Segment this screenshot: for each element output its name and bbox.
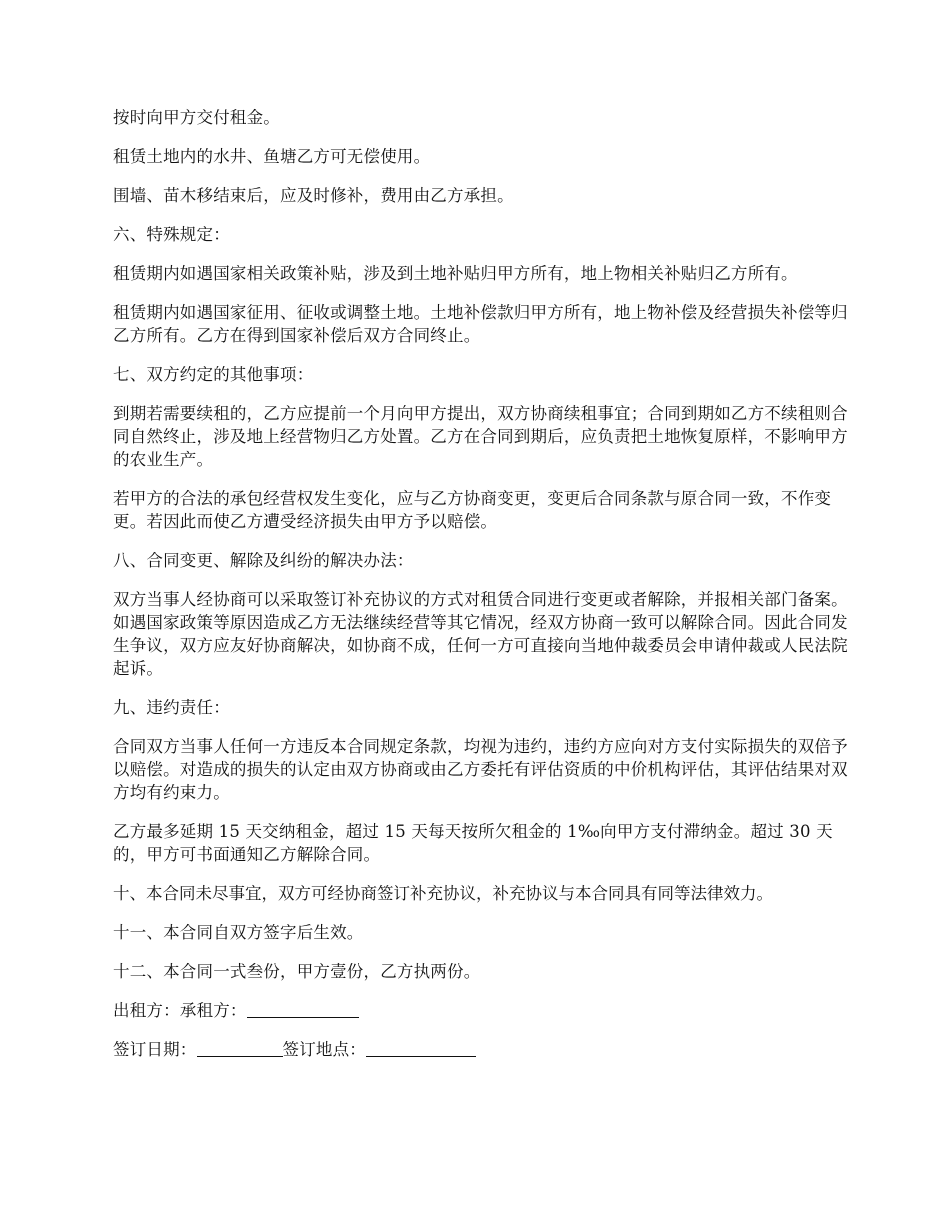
section-heading: 十、本合同未尽事宜，双方可经协商签订补充协议，补充协议与本合同具有同等法律效力。 <box>113 884 773 903</box>
section-heading: 七、双方约定的其他事项： <box>113 365 314 384</box>
paragraph: 租赁期内如遇国家征用、征收或调整土地。土地补偿款归甲方所有，地上物补偿及经营损失补偿等归乙方所有。乙方在得到国家补偿后双方合同终止。 <box>113 303 848 345</box>
section-heading: 八、合同变更、解除及纠纷的解决办法： <box>113 551 414 570</box>
section-heading: 六、特殊规定： <box>113 225 230 244</box>
signature-line-date-place <box>113 1038 853 1061</box>
section-heading: 十一、本合同自双方签字后生效。 <box>113 923 364 942</box>
signature-line-parties <box>113 999 853 1022</box>
lessee-label: 承租方： <box>179 1001 247 1020</box>
paragraph: 租赁期内如遇国家相关政策补贴，涉及到土地补贴归甲方所有，地上物相关补贴归乙方所有。 <box>113 264 798 283</box>
document-page <box>113 106 853 1077</box>
lessor-label: 出租方： <box>113 1001 180 1020</box>
section-heading: 十二、本合同一式叁份，甲方壹份，乙方执两份。 <box>113 962 481 981</box>
place-label: 签订地点： <box>282 1040 366 1059</box>
lessee-signature-blank[interactable] <box>247 1001 359 1018</box>
paragraph: 按时向甲方交付租金。 <box>113 108 280 127</box>
paragraph: 围墙、苗木移结束后，应及时修补，费用由乙方承担。 <box>113 186 514 205</box>
date-label: 签订日期： <box>113 1040 197 1059</box>
paragraph: 若甲方的合法的承包经营权发生变化，应与乙方协商变更，变更后合同条款与原合同一致，不作变更。若因此而使乙方遭受经济损失由甲方予以赔偿。 <box>113 489 832 531</box>
date-blank[interactable] <box>197 1040 283 1057</box>
paragraph: 租赁土地内的水井、鱼塘乙方可无偿使用。 <box>113 147 431 166</box>
paragraph: 合同双方当事人任何一方违反本合同规定条款，均视为违约，违约方应向对方支付实际损失的双倍予以赔偿。对造成的损失的认定由双方协商或由乙方委托有评估资质的中价机构评估，其评估结果对双方均有约束力。 <box>113 737 848 802</box>
section-heading: 九、违约责任： <box>113 698 230 717</box>
paragraph: 双方当事人经协商可以采取签订补充协议的方式对租赁合同进行变更或者解除，并报相关部门备案。如遇国家政策等原因造成乙方无法继续经营等其它情况，经双方协商一致可以解除合同。因此合同发生争议，双方应友好协商解决，如协商不成，任何一方可直接向当地仲裁委员会申请仲裁或人民法院起诉。 <box>113 590 848 678</box>
paragraph: 乙方最多延期 15 天交纳租金，超过 15 天每天按所欠租金的 1‰向甲方支付滞纳金。超过 30 天的，甲方可书面通知乙方解除合同。 <box>113 822 833 864</box>
place-blank[interactable] <box>366 1040 476 1057</box>
paragraph: 到期若需要续租的，乙方应提前一个月向甲方提出，双方协商续租事宜；合同到期如乙方不续租则合同自然终止，涉及地上经营物归乙方处置。乙方在合同到期后，应负责把土地恢复原样，不影响甲方的农业生产。 <box>113 404 848 469</box>
